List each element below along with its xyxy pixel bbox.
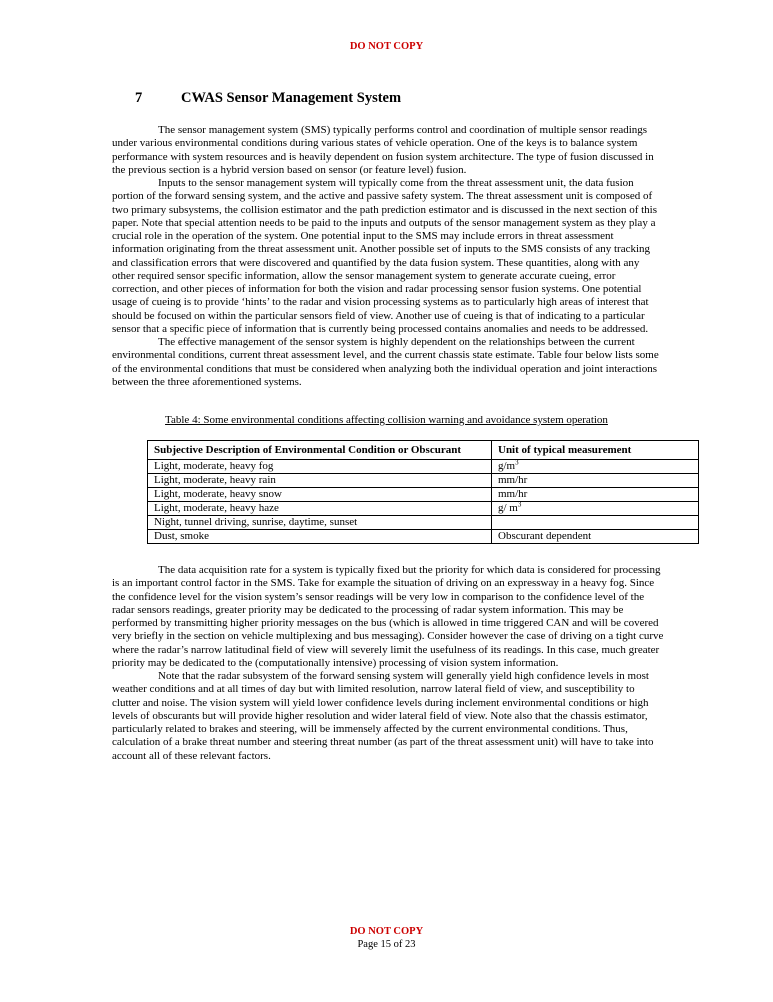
paragraph: The effective management of the sensor system is highly dependent on the relationships between the current environmental conditions, current threat assessment level, and the current chassis state estimate. Table four below lists some of the environmental conditions that must be considered when analyzing both the individual operation and joint interactions between the three aforementioned systems. <box>112 336 659 388</box>
column-header-condition: Subjective Description of Environmental Condition or Obscurant <box>148 441 492 460</box>
intro-paragraphs <box>112 124 664 389</box>
condition-cell: Light, moderate, heavy haze <box>148 502 492 516</box>
table-row <box>148 502 699 516</box>
environmental-conditions-table <box>147 440 699 544</box>
paragraph: Inputs to the sensor management system will typically come from the threat assessment unit, the data fusion portion of the forward sensing system, and the active and passive safety system. The threat assessment unit is composed of two primary subsystems, the collision estimator and the path prediction estimator and is discussed in the next section of this paper. Note that special attention needs to be paid to the inputs and outputs of the sensor management system as they play a crucial role in the operation of the system. One potential input to the SMS may include errors in threat assessment information originating from the threat assessment unit. Another possible set of inputs to the SMS consists of any tracking and classification errors that were discovered and quantified by the data fusion system. These quantities, along with any other required sensor specific information, allow the sensor management system to generate accurate cueing, error correction, and other pieces of information for both the vision and radar processing sensor fusion systems. One potential usage of cueing is to provide ‘hints’ to the radar and vision processing systems as to particularly high areas of interest that should be focused on within the particular sensors field of view. Another use of cueing is that of indicating to a particular sensor that a specific piece of information that is currently being processed contains anomalies and needs to be addressed. <box>112 177 658 335</box>
section-heading <box>135 90 401 106</box>
unit-cell <box>492 516 699 530</box>
condition-cell: Dust, smoke <box>148 530 492 544</box>
watermark-top: DO NOT COPY <box>349 41 424 52</box>
table-row <box>148 460 699 474</box>
section-title: CWAS Sensor Management System <box>181 90 402 106</box>
paragraph: The data acquisition rate for a system is typically fixed but the priority for which data is considered for processing is an important control factor in the SMS. Take for example the situation of driving on an expressway in a heavy fog. Since the confidence level for the vision system’s sensor readings will be very low in comparison to the confidence level of the radar sensors readings, greater priority may be dedicated to the processing of radar system information. This may be performed by transmitting higher priority messages on the bus (which is allowed in time triggered CAN and will be covered very briefly in the section on vehicle multiplexing and bus messaging). Consider however the case of driving on a tight curve where the radar’s narrow latitudinal field of view will severely limit the usefulness of its readings. In this case, much greater priority may be dedicated to the (computationally intensive) processing of vision system information. <box>112 564 664 669</box>
table-row <box>148 488 699 502</box>
table-caption: Table 4: Some environmental conditions affecting collision warning and avoidance system operation <box>165 414 608 426</box>
condition-cell: Light, moderate, heavy rain <box>148 474 492 488</box>
table-row <box>148 530 699 544</box>
table-header-row <box>148 441 699 460</box>
paragraph: The sensor management system (SMS) typically performs control and coordination of multiple sensor readings under various environmental conditions during various states of vehicle operation. One of the keys is to balance system performance with system resources and is heavily dependent on fusion system architecture. The type of fusion discussed in the previous section is a hybrid version based on sensor (or feature level) fusion. <box>112 124 654 176</box>
watermark-bottom: DO NOT COPY <box>349 926 424 937</box>
table-row <box>148 474 699 488</box>
condition-cell: Light, moderate, heavy snow <box>148 488 492 502</box>
table-row <box>148 516 699 530</box>
post-table-paragraphs <box>112 564 664 763</box>
condition-cell: Night, tunnel driving, sunrise, daytime, sunset <box>148 516 492 530</box>
unit-cell: mm/hr <box>492 474 699 488</box>
condition-cell: Light, moderate, heavy fog <box>148 460 492 474</box>
page-number: Page 15 of 23 <box>357 939 416 950</box>
unit-cell: Obscurant dependent <box>492 530 699 544</box>
unit-cell: mm/hr <box>492 488 699 502</box>
paragraph: Note that the radar subsystem of the forward sensing system will generally yield high confidence levels in most weather conditions and at all times of day but with limited resolution, narrow lateral field of view, and susceptibility to clutter and noise. The vision system will yield lower confidence levels during inclement environmental conditions or high levels of obscurants but will provide higher resolution and wider lateral field of view. Note also that the chassis estimator, particularly related to brakes and steering, will be immensely affected by the current environmental conditions. Thus, calculation of a brake threat number and steering threat number (as part of the threat assessment unit) will have to take into account all of these relevant factors. <box>112 670 654 762</box>
column-header-unit: Unit of typical measurement <box>492 441 699 460</box>
unit-cell: $g/m^3$ <box>492 460 699 474</box>
section-number: 7 <box>135 90 143 106</box>
unit-cell: g/ $m^3$ <box>492 502 699 516</box>
